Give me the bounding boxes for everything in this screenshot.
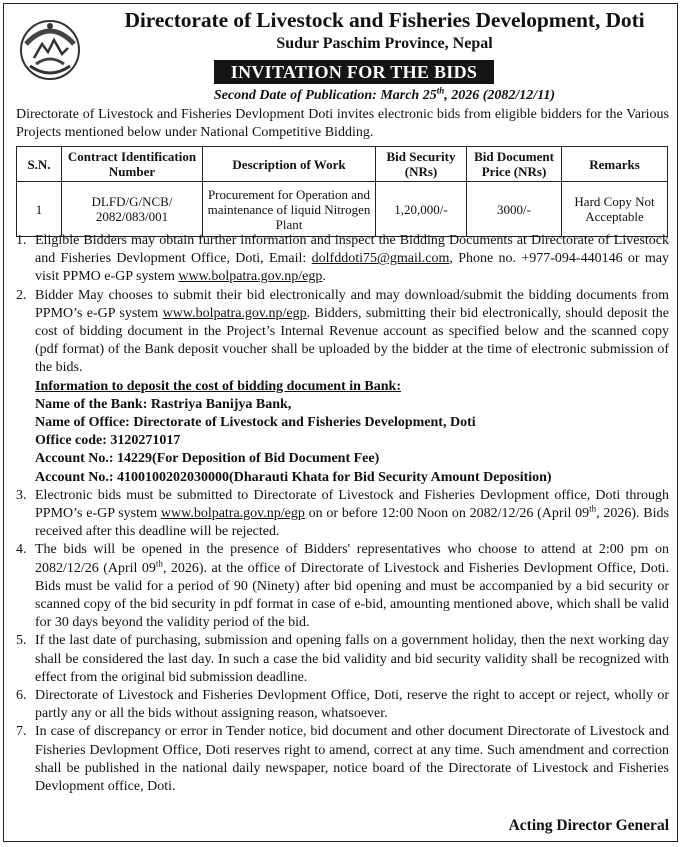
cell-contract-id: DLFD/G/NCB/ 2082/083/001	[62, 182, 203, 237]
table-row	[17, 182, 668, 237]
list-item: 1. Eligible Bidders may obtain further information and inspect the Bidding Documents at Directorate of Livestock and Fisheries Devlopment Office, Doti, Email: dolfddoti75@gmail.com, Phone no. +977-094-440146 or may visit PPMO e-GP system www.bolpatra.gov.np/egp.	[16, 233, 669, 285]
bank-account-fee: Account No.: 14229(For Deposition of Bid Document Fee)	[35, 451, 380, 467]
bank-office: Name of Office: Directorate of Livestock and Fisheries Development, Doti	[35, 415, 476, 431]
col-document-price: Bid Document Price (NRs)	[467, 147, 562, 182]
cell-description: Procurement for Operation and maintenance of liquid Nitrogen Plant	[203, 182, 376, 237]
invitation-banner: INVITATION FOR THE BIDS	[214, 60, 494, 84]
publication-date: Second Date of Publication: March 25th, 2026 (2082/12/11)	[213, 85, 556, 103]
cell-bid-security: 1,20,000/-	[376, 182, 467, 237]
list-item: 6. Directorate of Livestock and Fisheries Devlopment Office, Doti, reserve the right to accept or reject, wholly or partly any or all the bids without assigning reason, whatsoever.	[16, 688, 669, 722]
page-title: Directorate of Livestock and Fisheries Development, Doti	[124, 8, 645, 32]
bids-table	[16, 146, 668, 237]
egp-link[interactable]: www.bolpatra.gov.np/egp	[162, 305, 307, 321]
list-item: 3. Electronic bids must be submitted to Directorate of Livestock and Fisheries Devlopment office, Doti through PPMO’s e-GP system www.bolpatra.gov.np/egp on or before 12:00 Noon on 2082/12/26 (April 09th, 2026). Bids received after this deadline will be rejected.	[16, 487, 669, 540]
col-bid-security: Bid Security (NRs)	[376, 147, 467, 182]
bank-office-code: Office code: 3120271017	[35, 433, 181, 449]
bank-info	[16, 378, 669, 487]
egp-link[interactable]: www.bolpatra.gov.np/egp	[178, 269, 323, 285]
col-remarks: Remarks	[562, 147, 668, 182]
bank-account-security: Account No.: 4100100202030000(Dharauti Khata for Bid Security Amount Deposition)	[35, 469, 552, 485]
intro-paragraph: Directorate of Livestock and Fisheries Devlopment Doti invites electronic bids from eligible bidders for the Various Projects mentioned below under National Competitive Bidding.	[16, 107, 669, 140]
nepal-emblem-icon	[16, 14, 84, 82]
email-link[interactable]: dolfddoti75@gmail.com	[311, 251, 450, 267]
col-description: Description of Work	[203, 147, 376, 182]
cell-document-price: 3000/-	[467, 182, 562, 237]
signature: Acting Director General	[508, 817, 669, 834]
list-item: 2. Bidder May chooses to submit their bid electronically and may download/submit the bidding documents from PPMO’s e-GP system www.bolpatra.gov.np/egp. Bidders, submitting their bid electronically, should deposit the cost of bidding document in the Project’s Internal Revenue account as specified below and the scanned copy (pdf format) of the Bank deposit voucher shall be uploaded by the bidder at the time of electronic submission of the bids.	[16, 287, 669, 376]
bank-info-heading: Information to deposit the cost of bidding document in Bank:	[35, 378, 401, 394]
cell-remarks: Hard Copy Not Acceptable	[562, 182, 668, 237]
list-item: 5. If the last date of purchasing, submission and opening falls on a government holiday, then the next working day shall be considered the last day. In such a case the bid validity and bid security validity shall be recognized with effect from the original bid submission deadline.	[16, 633, 669, 685]
bank-name: Name of the Bank: Rastriya Banijya Bank,	[35, 396, 292, 412]
col-contract-id: Contract Identification Number	[62, 147, 203, 182]
list-item: 4. The bids will be opened in the presence of Bidders' representatives who choose to attend at 2:00 pm on 2082/12/26 (April 09th, 2026). at the office of Directorate of Livestock and Fisheries Devlopment Office, Doti. Bids must be valid for a period of 90 (Ninety) after bid opening and must be accompanied by a bid security or scanned copy of the bid security in pdf format in case of e-bid, amounting mentioned above, which shall be valid for 30 days beyond the validity period of the bid.	[16, 542, 670, 631]
notice-body	[16, 232, 669, 796]
cell-sn: 1	[17, 182, 62, 237]
egp-link[interactable]: www.bolpatra.gov.np/egp	[160, 506, 305, 522]
table-header-row	[17, 147, 668, 182]
page-subtitle: Sudur Paschim Province, Nepal	[276, 35, 493, 52]
col-sn: S.N.	[17, 147, 62, 182]
list-item: 7. In case of discrepancy or error in Tender notice, bid document and other document Directorate of Livestock and Fisheries Devlopment Office, Doti reserves right to amend, correct at any time. Such amendment and correction shall be published in the national daily newspaper, notice board of the Directorate of Livestock and Fisheries Devlopment office, Doti.	[16, 724, 669, 795]
